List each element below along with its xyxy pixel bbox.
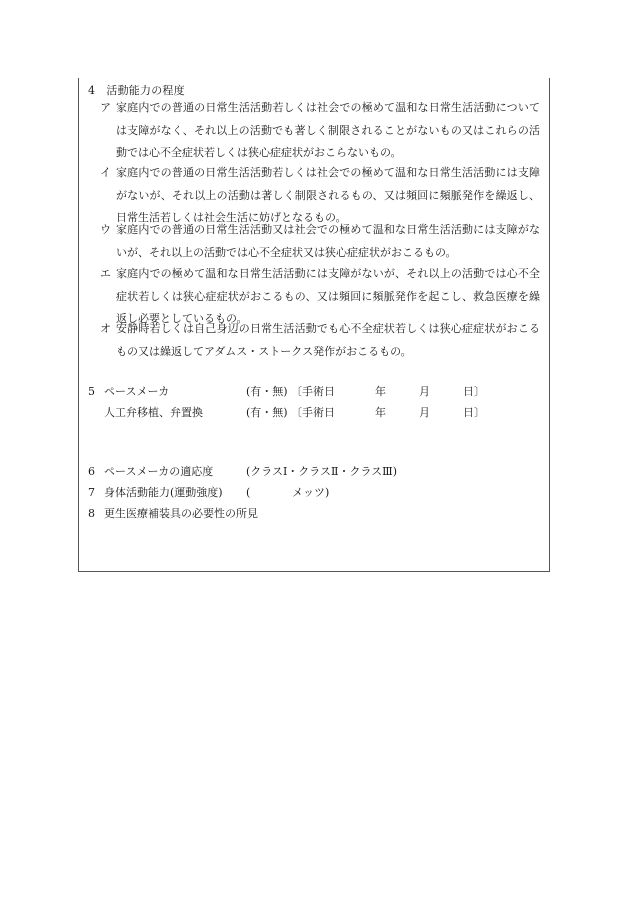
item-text: 家庭内での普通の日常生活活動若しくは社会での極めて温和な日常生活活動には支障がないが、それ以上の活動は著しく制限されるもの、又は頻回に頻脈発作を繰返し、日常生活若しくは社会生活に妨げとなるもの。 [116,166,540,224]
item-mark: イ [100,166,111,179]
pacemaker-fitness-class: (クラスⅠ・クラスⅡ・クラスⅢ) [246,465,398,478]
item-text: 家庭内での普通の日常生活活動若しくは社会での極めて温和な日常生活活動については支障がなく、それ以上の活動でも著しく制限されることがないもの又はこれらの活動では心不全症状若しくは狭心症症状がおこらないもの。 [116,101,540,159]
physical-activity-open: ( [246,486,251,499]
item-text: 家庭内での極めて温和な日常生活活動には支障がないが、それ以上の活動では心不全症状若しくは狭心症症状がおこるもの、又は頻回に頻脈発作を起こし、救急医療を繰返し必要としているもの。 [116,267,540,325]
item-mark: エ [100,267,111,280]
valve-day: 日〕 [463,406,485,419]
item-mark: ア [100,101,111,114]
pacemaker-month: 月 [419,385,430,398]
valve-year: 年 [375,406,386,419]
item-text: 家庭内での普通の日常生活活動又は社会での極めて温和な日常生活活動には支障がないが、それ以上の活動では心不全症状又は狭心症症状がおこるもの。 [116,223,540,259]
section-4-heading: 4 活動能力の程度 [88,84,185,97]
pacemaker-fitness-label: ペースメーカの適応度 [104,465,214,478]
item-mark: ウ [100,223,111,236]
activity-item-a [100,97,540,165]
physical-activity-unit: メッツ) [292,486,330,499]
pacemaker-surgery-date-label: 〔手術日 [291,385,335,398]
section-7-number: 7 [88,486,95,499]
valve-surgery-date-label: 〔手術日 [291,406,335,419]
pacemaker-year: 年 [375,385,386,398]
item-mark: オ [100,322,111,335]
section-6-number: 6 [88,465,95,478]
item-text: 安静時若しくは自己身辺の日常生活活動でも心不全症状若しくは狭心症症状がおこるもの又は繰返してアダムス・ストークス発作がおこるもの。 [116,322,540,358]
activity-item-u [100,219,540,265]
pacemaker-day: 日〕 [463,385,485,398]
section-5-number: 5 [88,385,95,398]
section-8-number: 8 [88,507,95,520]
valve-label: 人工弁移植、弁置換 [104,406,203,419]
activity-item-o [100,318,540,364]
pacemaker-label: ペースメーカ [104,385,170,398]
prosthetic-need-label: 更生医療補装具の必要性の所見 [104,507,258,520]
valve-choice: (有・無) [246,406,288,419]
physical-activity-label: 身体活動能力(運動強度) [104,486,223,499]
valve-month: 月 [419,406,430,419]
pacemaker-choice: (有・無) [246,385,288,398]
